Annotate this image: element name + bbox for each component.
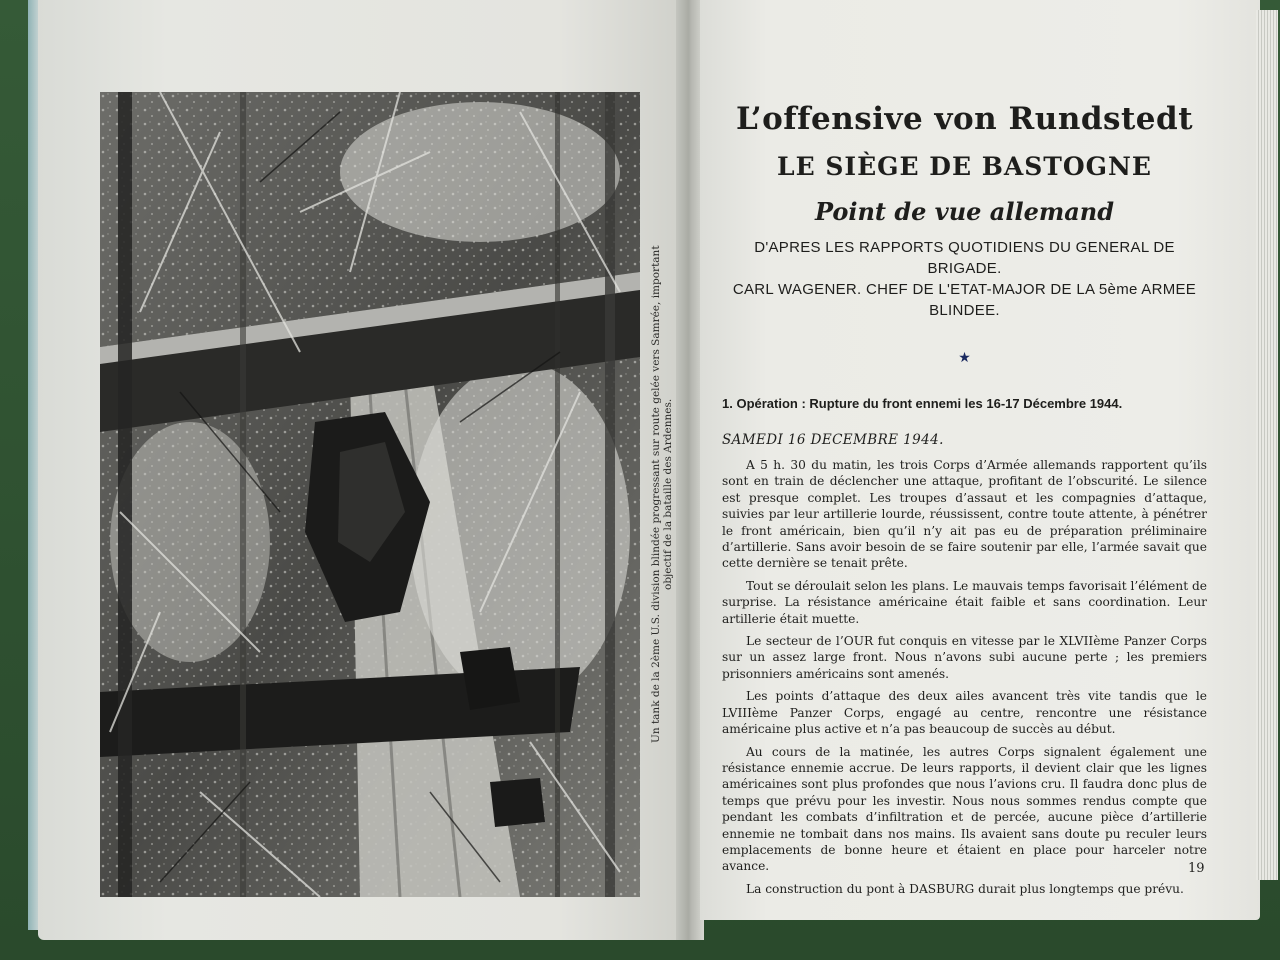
body-paragraph: Les points d’attaque des deux ailes avancent très vite tandis que le LVIIIème Panzer Corps, engagé au centre, rencontre une résistance américaine plus active et n’a pas beaucoup de succès au début. [722, 689, 1207, 737]
body-paragraph: Le secteur de l’OUR fut conquis en vitesse par le XLVIIème Panzer Corps sur un assez large front. Nous n’avons subi aucune perte ; les premiers prisonniers américains sont amenés. [722, 634, 1207, 681]
body-paragraph: Au cours de la matinée, les autres Corps signalent également une résistance ennemie accrue. De leurs rapports, il devient clair que les lignes américaines sont plus profondes que nous l’avions cru. Il faudra donc plus de temps que prévu pour les investir. Nous nous sommes rendus compte que pendant les combats d’infiltration et de percée, aucune pièce d’artillerie ennemie ne tombait dans nos mains. Ils avaient sans doute pu reculer leurs emplacements de bonne heure et étaient en place pour harceler notre avance. [722, 744, 1207, 874]
caption-line-2: objectif de la bataille des Ardennes. [662, 398, 674, 591]
source-line-3: BLINDEE. [929, 302, 1000, 319]
operation-heading: 1. Opération : Rupture du front ennemi les 16-17 Décembre 1944. [722, 396, 1123, 411]
star-ornament-icon: ★ [958, 351, 971, 366]
body-paragraph: La construction du pont à DASBURG durait plus longtemps que prévu. [746, 881, 1184, 896]
date-heading: SAMEDI 16 DECEMBRE 1944. [722, 432, 944, 448]
chapter-title: L’offensive von Rundstedt [735, 101, 1194, 137]
page-number: 19 [1188, 861, 1205, 876]
chapter-subtitle: LE SIÈGE DE BASTOGNE [777, 152, 1152, 181]
right-page-text [722, 95, 1207, 897]
body-paragraph: Tout se déroulait selon les plans. Le mauvais temps favorisait l’élément de surprise. La résistance américaine était faible et sans coordination. Leur artillerie était muette. [722, 578, 1207, 626]
page-edges [1256, 10, 1278, 880]
photo-caption [650, 92, 674, 897]
caption-line-1: Un tank de la 2ème U.S. division blindée progressant sur route gelée vers Samrée, important [650, 245, 662, 744]
snowy-forest-tank-photo [100, 92, 640, 897]
source-note [722, 237, 1207, 321]
source-line-1: D'APRES LES RAPPORTS QUOTIDIENS DU GENERAL DE BRIGADE. [754, 239, 1175, 277]
body-paragraph: A 5 h. 30 du matin, les trois Corps d’Armée allemands rapportent qu’ils sont en train de déclencher une attaque, profitant de l’obscurité. Le silence est presque complet. Les troupes d’assaut et les compagnies d’attaque, suivies par leur artillerie lourde, réussissent, contre toute attente, à pénétrer le front américain, bien qu’il n’y ait pas eu de préparation préliminaire d’artillerie. Sans avoir besoin de se faire soutenir par elle, l’armée savait que cette dernière se tenait prête. [722, 458, 1207, 571]
section-title: Point de vue allemand [814, 197, 1115, 226]
source-line-2: CARL WAGENER. CHEF DE L'ETAT-MAJOR DE LA 5ème ARMEE [732, 281, 1197, 298]
